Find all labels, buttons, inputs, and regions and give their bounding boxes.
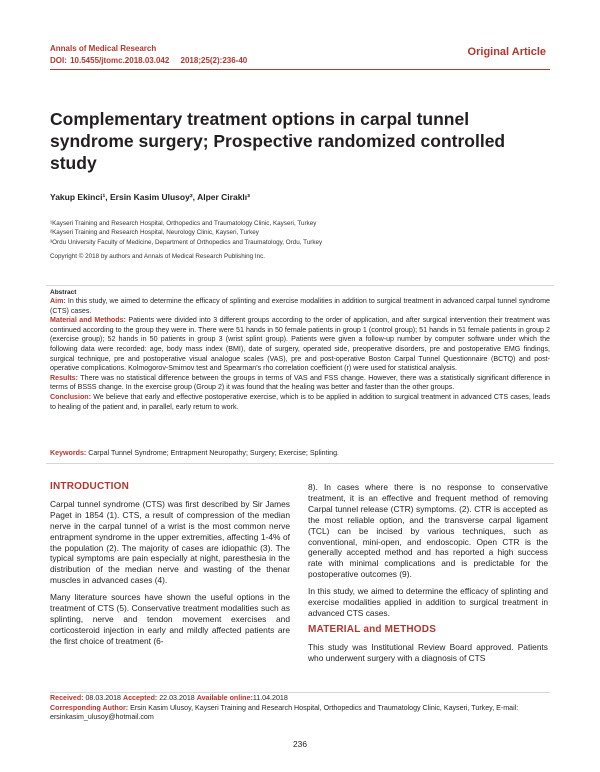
affiliations — [50, 219, 322, 247]
dates-line — [50, 694, 550, 704]
methods-heading: MATERIAL and METHODS — [308, 623, 437, 635]
intro-paragraph-4: In this study, we aimed to determine the efficacy of splinting and exercise modalities applied in addition to surgical treatment in advanced CTS cases. — [308, 586, 548, 618]
corresponding-label: Corresponding Author: — [50, 703, 129, 712]
intro-paragraph-3: 8). In cases where there is no response to conservative treatment, it is an effective and frequent method of removing Carpal tunnel release (CTR) symptoms. (2). CTR is accepted as the most reliable option, and the transverse carpal ligament (TCL) can be incised by various techniques, such as conventional, mini-open, and endoscopic. Open CTR is the generally accepted method and has reported a high success rate with minimal complications and is predictable for the postoperative outcomes (9). — [308, 482, 548, 580]
abstract-body — [50, 297, 550, 412]
online-label: Available online: — [196, 694, 253, 702]
keywords — [50, 449, 339, 457]
received-label: Received: — [50, 694, 84, 702]
author-list: Yakup Ekinci¹, Ersin Kasim Ulusoy², Alper Ciraklı³ — [50, 192, 250, 202]
conclusion-label: Conclusion: — [50, 392, 91, 401]
article-type-label: Original Article — [467, 46, 546, 58]
methods-text: Patients were divided into 3 different groups according to the order of application, and after surgical intervention their treatment was continued according to the group they were in. There were 51 hands in 50 female patients in group 1 (control group); 51 hands in 51 female patients in group 2 (exercise group); 52 hands in 50 patients in group 3 (wrist splint group). Patients were given a follow-up number by computer software under which the following data were recorded: age, body mass index (BMI), date of surgery, operated side, preoperative disorders, pre and postoperative EMG findings, surgical technique, pre and postoperative visual analogue scales (VAS), pre and post-operative Boston Carpal Tunnel Questionnaire (BCTQ) and post-operative complications. Kolmogorov-Smirnov test and Spearman's rho correlation coefficient (r) were used for statistical analysis. — [50, 316, 550, 373]
accepted-label: Accepted: — [122, 694, 158, 702]
citation: 2018;25(2):236-40 — [180, 56, 248, 65]
affiliation-2: ²Kayseri Training and Research Hospital, Neurology Clinic, Kayseri, Turkey — [50, 229, 259, 237]
footnote — [50, 694, 550, 723]
keywords-text: Carpal Tunnel Syndrome; Entrapment Neuropathy; Surgery; Exercise; Splinting. — [86, 449, 340, 457]
results-text: There was no statistical difference between the groups in terms of VAS and FSS change. However, there was a statistically significant difference in terms of BSSS change. In the exercise group (Group 2) it was found that the healing was better and faster than the other groups. — [50, 373, 550, 392]
received-date: 08.03.2018 — [83, 694, 123, 702]
left-column — [50, 482, 290, 653]
introduction-heading: INTRODUCTION — [50, 481, 130, 492]
article-title: Complementary treatment options in carpal tunnel syndrome surgery; Prospective randomized controlled study — [50, 109, 506, 173]
conclusion-text: We believe that early and effective postoperative exercise, which is to be applied in addition to surgical treatment in advanced CTS cases, leads to healing of the patient and, in parallel, early return to work. — [50, 392, 550, 411]
abstract-methods — [50, 316, 550, 374]
aim-text: In this study, we aimed to determine the efficacy of splinting and exercise modalities in addition to surgical treatment in advanced carpal tunnel syndrome (CTS) cases. — [50, 297, 550, 315]
footer-divider — [50, 692, 550, 693]
affiliation-3: ³Ordu University Faculty of Medicine, Department of Orthopedics and Traumatology, Ordu, Turkey — [50, 238, 323, 246]
affiliation-1: ¹Kayseri Training and Research Hospital, Orthopedics and Traumatology Clinic, Kayseri, Turkey — [50, 220, 317, 227]
header-divider — [50, 69, 550, 70]
journal-name: Annals of Medical Research — [50, 44, 157, 53]
abstract-heading: Abstract — [50, 289, 77, 296]
right-column — [308, 482, 548, 670]
intro-paragraph-1: Carpal tunnel syndrome (CTS) was first described by Sir James Paget in 1854 (1). CTS, a result of compression of the median nerve in the carpal tunnel of a wrist is the most common nerve entrapment syndrome in the upper extremities, affecting 1-4% of the population (2). The majority of cases are idiopathic (3). The typical symptoms are pain especially at night, paresthesia in the distribution of the median nerve and wasting of the thenar muscles in advanced cases (4). — [50, 498, 290, 586]
doi[interactable]: DOI: 10.5455/jtomc.2018.03.042 — [50, 56, 170, 65]
copyright-notice: Copyright © 2018 by authors and Annals of Medical Research Publishing Inc. — [50, 253, 266, 260]
doi-line — [50, 56, 255, 65]
abstract-aim — [50, 297, 550, 316]
results-label: Results: — [50, 373, 78, 382]
abstract-conclusion — [50, 393, 550, 412]
accepted-date: 22.03.2018 — [157, 694, 197, 702]
methods-label: Material and Methods: — [50, 316, 126, 325]
abstract-results — [50, 374, 550, 393]
corresponding-text: Ersin Kasim Ulusoy, Kayseri Training and Research Hospital, Orthopedics and Traumatology Clinic, Kayseri, Turkey, E-mail: ersinkasim_ulusoy@hotmail.com — [50, 703, 519, 722]
aim-label: Aim: — [50, 297, 66, 305]
keywords-label: Keywords: — [50, 449, 87, 457]
intro-paragraph-2: Many literature sources have shown the useful options in the treatment of CTS (5). Conservative treatment modalities such as splinting, nerve and tendon movement exercises and corticosteroid injection in early and mildly affected patients are the first choice of treatment (6- — [50, 592, 290, 646]
corresponding-author — [50, 704, 550, 723]
page-number: 236 — [293, 739, 307, 749]
methods-paragraph-1: This study was Institutional Review Board approved. Patients who underwent surgery with a diagnosis of CTS — [308, 641, 548, 663]
online-date: 11.04.2018 — [252, 694, 288, 702]
